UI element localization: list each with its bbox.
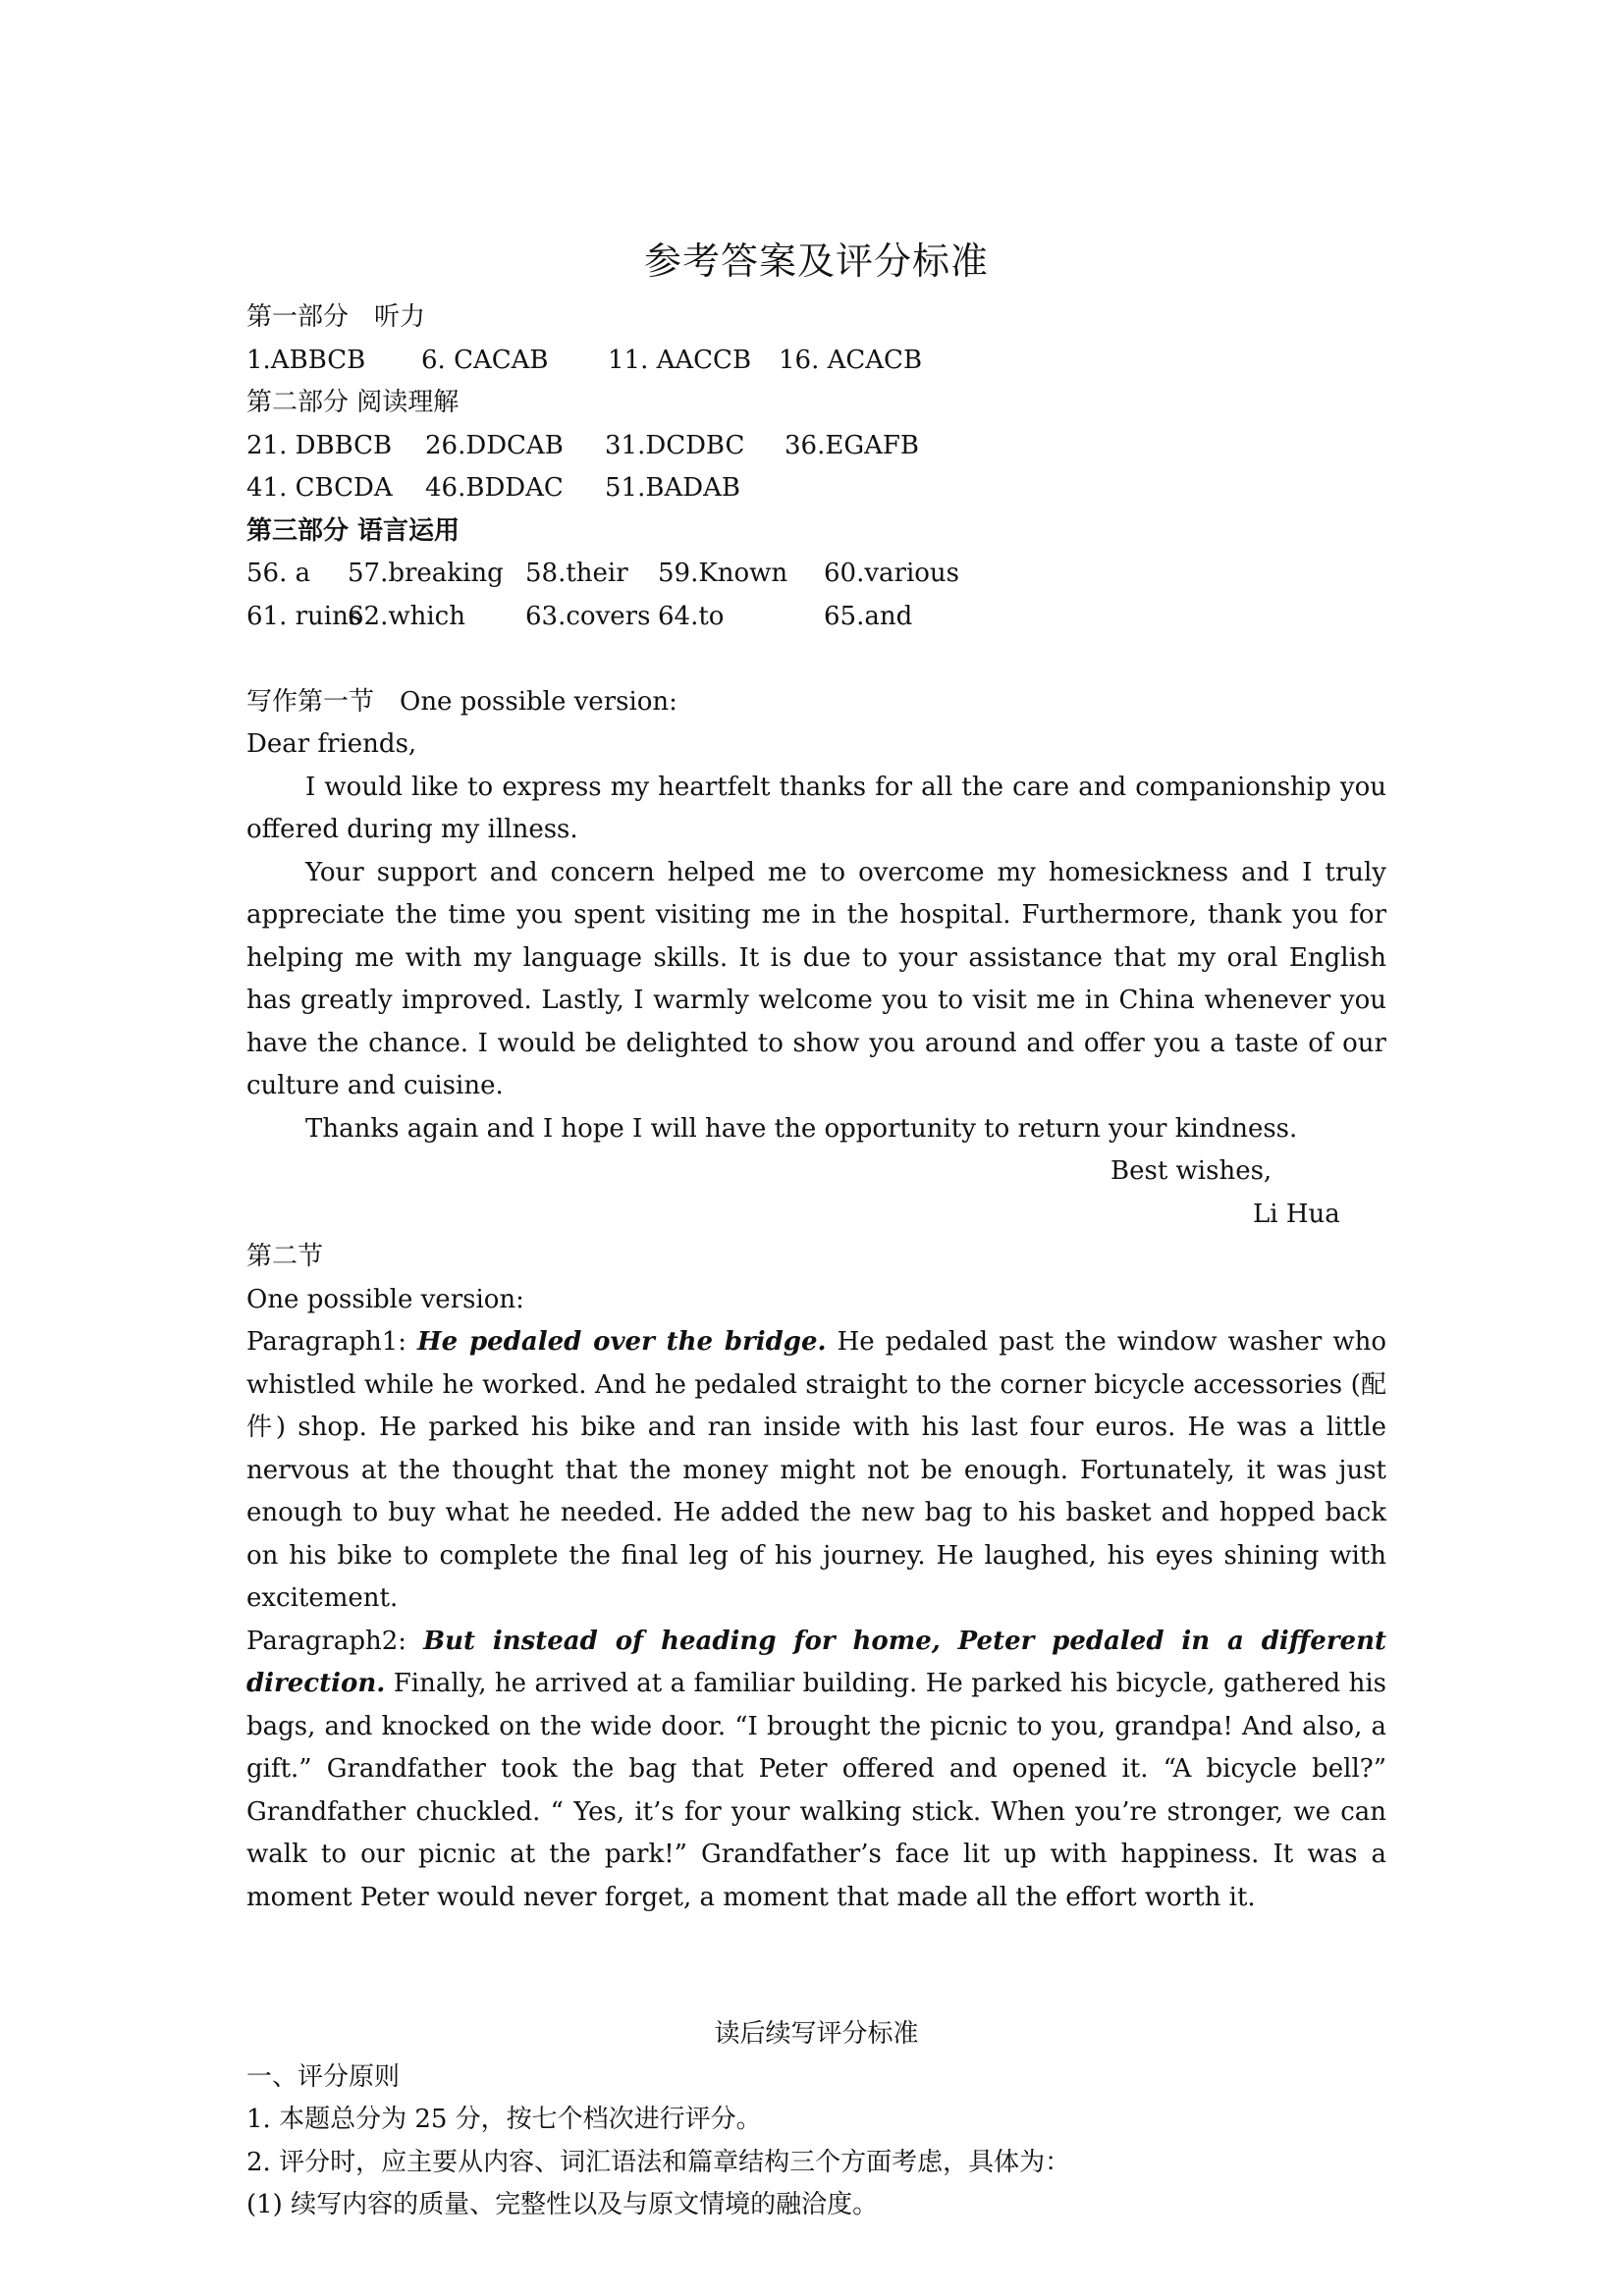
answer-group: 46.BDDAC — [425, 473, 564, 503]
part1-answers — [246, 340, 1386, 383]
spacer — [246, 638, 1386, 681]
answer-item: 60.various — [824, 559, 960, 588]
letter-paragraph: I would like to express my heartfelt thanks for all the care and companionship you offered during my illness. — [246, 772, 1386, 844]
answer-group: 31.DCDBC — [605, 430, 745, 460]
answer-group: 16. ACACB — [779, 345, 923, 375]
answer-sheet-page — [246, 232, 1386, 2227]
letter-greeting: Dear friends, — [246, 729, 417, 759]
answer-item: 56. a — [246, 559, 311, 588]
criteria-item: 2. 评分时，应主要从内容、词汇语法和篇章结构三个方面考虑，具体为： — [246, 2147, 1071, 2177]
letter-paragraph: Your support and concern helped me to overcome my homesickness and I truly appreciate the time you spent visiting me in the hospital. Furthermore, thank you for helping me with my language skills. It is due to your assistance that my oral English has greatly improved. Lastly, I warmly welcome you to visit me in China whenever you have the chance. I would be delighted to show you around and offer you a taste of our culture and cuisine. — [246, 857, 1386, 1100]
criteria-item: 1. 本题总分为 25 分，按七个档次进行评分。 — [246, 2105, 762, 2134]
writing2-heading: 第二节 — [246, 1242, 324, 1271]
answer-item: 59.Known — [658, 559, 788, 588]
answer-item: 62.which — [348, 601, 465, 631]
letter-signature: Li Hua — [1253, 1199, 1340, 1229]
part3-answers-row1 — [246, 553, 1386, 596]
part3-heading: 第三部分 语言运用 — [246, 515, 460, 546]
paragraph-lead-sentence: But instead of heading for home, Peter pedaled in a different direction. — [246, 1626, 1386, 1698]
part1-heading: 第一部分 听力 — [246, 302, 426, 332]
answer-group: 26.DDCAB — [425, 430, 564, 460]
part2-heading: 第二部分 阅读理解 — [246, 388, 460, 417]
answer-item: 64.to — [658, 601, 725, 631]
page-title: 参考答案及评分标准 — [643, 240, 989, 283]
answer-item: 58.their — [525, 559, 628, 588]
part2-answers-row1 — [246, 425, 1386, 468]
answer-group: 41. CBCDA — [246, 473, 393, 503]
criteria-title: 读后续写评分标准 — [714, 2019, 919, 2049]
paragraph-body: He pedaled past the window washer who whistled while he worked. And he pedaled straight to the corner bicycle accessories (配件) shop. He parked his bike and ran inside with his last four euros. He was a little nervous at the thought that the money might not be enough. Fortunately, it was just enough to buy what he needed. He added the new bag to his basket and hopped back on his bike to complete the final leg of his journey. He laughed, his eyes shining with excitement. — [246, 1327, 1386, 1613]
part3-answers-row2 — [246, 596, 1386, 639]
story-paragraph-2 — [246, 1621, 1386, 1920]
answer-group: 36.EGAFB — [785, 430, 920, 460]
answer-group: 1.ABBCB — [246, 345, 366, 375]
answer-group: 6. CACAB — [421, 345, 549, 375]
letter-paragraph: Thanks again and I hope I will have the opportunity to return your kindness. — [305, 1113, 1298, 1144]
writing2-intro: One possible version: — [246, 1284, 524, 1314]
criteria-item: (1) 续写内容的质量、完整性以及与原文情境的融洽度。 — [246, 2190, 879, 2219]
part2-answers-row2 — [246, 467, 1386, 510]
answer-item: 65.and — [824, 601, 913, 631]
answer-item: 63.covers — [525, 601, 651, 631]
answer-group: 11. AACCB — [608, 345, 752, 375]
criteria-section-heading: 一、评分原则 — [246, 2061, 401, 2092]
answer-group: 51.BADAB — [605, 473, 740, 503]
letter-closing: Best wishes, — [1110, 1156, 1272, 1186]
answer-group: 21. DBBCB — [246, 430, 393, 460]
paragraph-body: Finally, he arrived at a familiar building. He parked his bicycle, gathered his bags, and knocked on the wide door. “I brought the picnic to you, grandpa! And also, a gift.” Grandfather took the bag that Peter offered and opened it. “A bicycle bell?” Grandfather chuckled. “ Yes, it’s for your walking stick. When you’re stronger, we can walk to our picnic at the park!” Grandfather’s face lit up with happiness. It was a moment Peter would never forget, a moment that made all the effort worth it. — [246, 1669, 1386, 1912]
answer-item: 57.breaking — [348, 559, 504, 588]
paragraph-label: Paragraph2: — [246, 1626, 424, 1656]
paragraph-lead-sentence: He pedaled over the bridge. — [417, 1327, 827, 1357]
writing1-heading: 写作第一节 One possible version: — [246, 686, 677, 717]
spacer — [246, 1919, 1386, 2013]
paragraph-label: Paragraph1: — [246, 1327, 418, 1357]
answer-item: 61. ruins — [246, 601, 362, 631]
story-paragraph-1 — [246, 1321, 1386, 1621]
